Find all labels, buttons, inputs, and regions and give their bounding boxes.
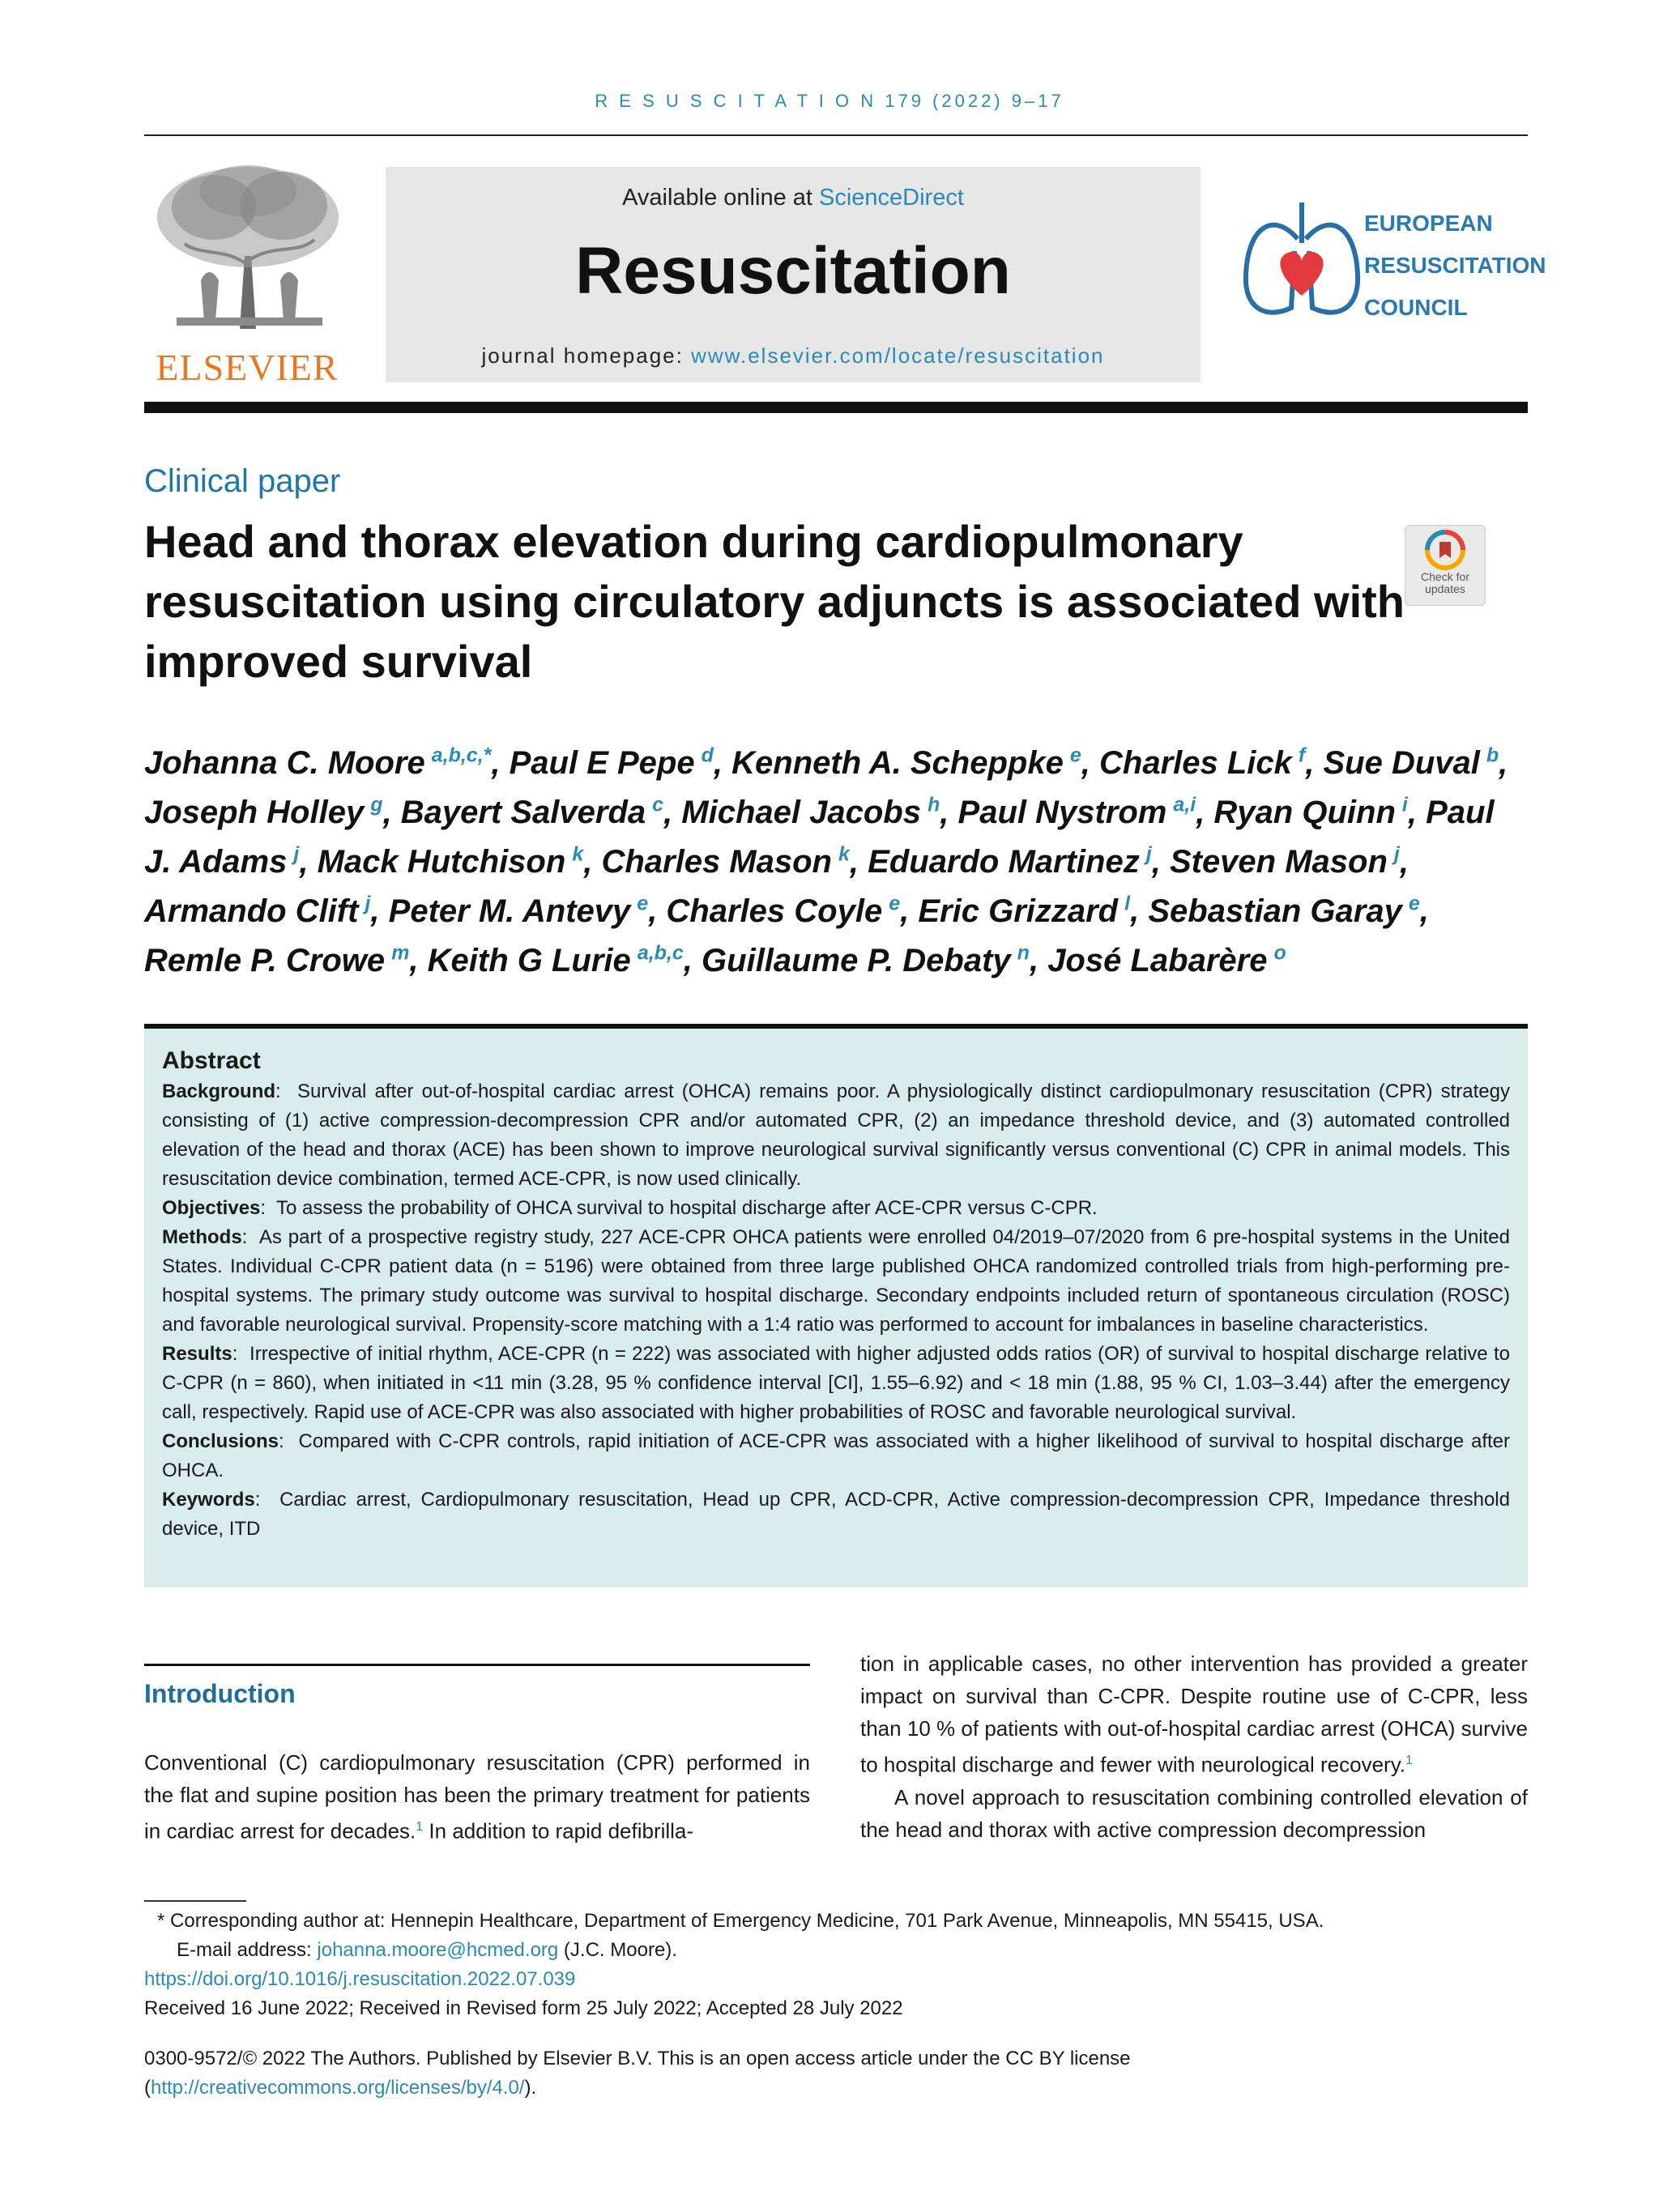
check-updates-icon bbox=[1405, 526, 1485, 571]
author-affiliation[interactable]: f bbox=[1298, 744, 1306, 767]
article-type: Clinical paper bbox=[144, 463, 341, 499]
author bbox=[666, 893, 900, 929]
author-affiliation[interactable]: e bbox=[1069, 744, 1081, 767]
lungs-heart-icon bbox=[1241, 194, 1363, 324]
abstract-text: Survival after out-of-hospital cardiac arrest (OHCA) remains poor. A physiologically distinct cardiopulmonary resuscitation (CPR) strategy consisting of (1) active compression-decompression CPR and/or automated CPR, (2) an impedance threshold device, and (3) automated controlled elevation of the head and thorax (ACE) has been shown to improve neurological survival significantly versus conventional (C) CPR in animal models. This resuscitation device combination, termed ACE-CPR, is now used clinically. bbox=[162, 1080, 1510, 1190]
author bbox=[731, 745, 1081, 781]
abstract-conclusions: Conclusions: Compared with C-CPR controls, rapid initiation of ACE-CPR was associated with a higher likelihood of survival to hospital discharge after OHCA. bbox=[162, 1430, 1510, 1481]
author-affiliation[interactable]: j bbox=[1145, 842, 1152, 866]
author-list: Johanna C. Moore $^{a,b,c,*}$, Paul E Pepe $^d$, Kenneth A. Scheppke $^e$, Charles Lick $^f$, Sue Duval $^b$, Joseph Holley $^g$, Bayert Salverda $^c$, Michael Jacobs $^h$, Paul Nystrom $^{a,i}$, Ryan Quinn $^i$, Paul J. Adams $^j$, Mack Hutchison $^k$, Charles Mason $^k$, Eduardo Martinez $^j$, Steven Mason $^j$, Armando Clift $^j$, Peter M. Antevy $^e$, Charles Coyle $^e$, Eric Grizzard $^l$, Sebastian Garay $^e$, Remle P. Crowe $^m$, Keith G Lurie $^{a,b,c}$, Guillaume P. Debaty $^n$, José Labarère $^o$ bbox=[144, 744, 1508, 978]
abstract-label: Background bbox=[162, 1080, 276, 1102]
author-name: Joseph Holley bbox=[144, 795, 365, 831]
homepage-prefix: journal homepage: bbox=[481, 343, 692, 368]
abstract-results: Results: Irrespective of initial rhythm, ACE-CPR (n = 222) was associated with higher adjusted odds ratios (OR) of survival to hospital discharge relative to C-CPR (n = 860), when initiated in <11 min (3.28, 95 % confidence interval [CI], 1.55–6.92) and < 18 min (1.88, 95 % CI, 1.03–3.44) after the emergency call, respectively. Rapid use of ACE-CPR was also associated with higher probabilities of ROSC and favorable neurological survival. bbox=[162, 1343, 1510, 1423]
author-affiliation[interactable]: o bbox=[1273, 941, 1286, 965]
abstract-text: To assess the probability of OHCA survival to hospital discharge after ACE-CPR versus C-CPR. bbox=[275, 1197, 1098, 1219]
erc-line-2: RESUSCITATION bbox=[1364, 253, 1546, 278]
author bbox=[144, 943, 409, 978]
email-prefix: E-mail address: bbox=[177, 1939, 318, 1961]
sciencedirect-link[interactable]: ScienceDirect bbox=[819, 185, 964, 211]
abstract-objectives: Objectives: To assess the probability of OHCA survival to hospital discharge after ACE-CPR versus C-CPR. bbox=[162, 1197, 1098, 1219]
journal-homepage-line bbox=[386, 343, 1201, 369]
author bbox=[1213, 795, 1407, 830]
author-name: José Labarère bbox=[1047, 942, 1268, 978]
footnotes bbox=[144, 1907, 1528, 2023]
author-name: Sue Duval bbox=[1323, 745, 1480, 782]
introduction-paragraph: A novel approach to resuscitation combining controlled elevation of the head and thorax with active compression decompression bbox=[860, 1784, 1528, 1842]
abstract-keywords: Keywords: Cardiac arrest, Cardiopulmonary resuscitation, Head up CPR, ACD-CPR, Active compression-decompression CPR, Impedance threshold device, ITD bbox=[162, 1489, 1510, 1540]
footnote-rule bbox=[144, 1900, 246, 1902]
check-for-updates-button[interactable] bbox=[1405, 525, 1486, 606]
author bbox=[1148, 893, 1419, 929]
email-suffix: (J.C. Moore). bbox=[558, 1939, 677, 1961]
author-affiliation[interactable]: m bbox=[391, 941, 410, 965]
abstract-text: Compared with C-CPR controls, rapid initiation of ACE-CPR was associated with a higher likelihood of survival to hospital discharge after OHCA. bbox=[162, 1430, 1510, 1481]
author bbox=[958, 795, 1196, 830]
abstract-text: Cardiac arrest, Cardiopulmonary resuscitation, Head up CPR, ACD-CPR, Active compression-decompression CPR, Impedance threshold device, ITD bbox=[162, 1489, 1510, 1540]
author-name: Steven Mason bbox=[1169, 843, 1388, 880]
introduction-heading: Introduction bbox=[144, 1679, 296, 1708]
author bbox=[1323, 745, 1499, 781]
check-updates-label: Check for updates bbox=[1421, 570, 1469, 595]
author-affiliation[interactable]: j bbox=[365, 892, 371, 915]
elsevier-logo bbox=[144, 159, 350, 389]
author bbox=[144, 745, 491, 781]
author-name: Eduardo Martinez bbox=[868, 843, 1140, 880]
reference-link[interactable]: 1 bbox=[1405, 1754, 1413, 1767]
abstract-label: Results bbox=[162, 1343, 232, 1365]
journal-name: Resuscitation bbox=[575, 234, 1011, 308]
european-resuscitation-council-logo bbox=[1241, 194, 1546, 324]
author bbox=[144, 795, 383, 830]
author-name: Keith G Lurie bbox=[427, 942, 631, 978]
author-affiliation[interactable]: i bbox=[1401, 793, 1408, 816]
author bbox=[1047, 943, 1286, 978]
abstract-methods: Methods: As part of a prospective registry study, 227 ACE-CPR OHCA patients were enrolled 04/2019–07/2020 from 6 pre-hospital systems in the United States. Individual C-CPR patient data (n = 5196) were obtained from three large published OHCA randomized controlled trials from high-performing pre-hospital systems. The primary study outcome was survival to hospital discharge. Secondary endpoints included return of spontaneous circulation (ROSC) and favorable neurological survival. Propensity-score matching with a 1:4 ratio was performed to account for imbalances in baseline characteristics. bbox=[162, 1226, 1510, 1336]
author-affiliation[interactable]: e bbox=[889, 892, 901, 915]
available-online-prefix: Available online at bbox=[622, 185, 819, 211]
author-name: Paul J. Adams bbox=[144, 795, 1495, 880]
author-affiliation[interactable]: a,i bbox=[1173, 793, 1196, 816]
email-link[interactable]: johanna.moore@hcmed.org bbox=[317, 1939, 559, 1961]
author-name: Bayert Salverda bbox=[400, 795, 646, 831]
abstract-background: Background: Survival after out-of-hospital cardiac arrest (OHCA) remains poor. A physiologically distinct cardiopulmonary resuscitation (CPR) strategy consisting of (1) active compression-decompression CPR and/or automated CPR, (2) an impedance threshold device, and (3) automated controlled elevation of the head and thorax (ACE) has been shown to improve neurological survival significantly versus conventional (C) CPR in animal models. This resuscitation device combination, termed ACE-CPR, is now used clinically. bbox=[162, 1080, 1510, 1190]
journal-masthead bbox=[386, 167, 1201, 382]
license-text: ). bbox=[524, 2077, 537, 2099]
author-name: Kenneth A. Scheppke bbox=[731, 745, 1064, 782]
author-affiliation[interactable]: e bbox=[637, 892, 649, 915]
author bbox=[510, 745, 714, 781]
author bbox=[389, 893, 649, 929]
author-name: Sebastian Garay bbox=[1148, 893, 1402, 929]
author bbox=[702, 943, 1030, 978]
author bbox=[401, 795, 663, 830]
corresponding-author-note: * Corresponding author at: Hennepin Healthcare, Department of Emergency Medicine, 701 Park Avenue, Minneapolis, MN 55415, USA. bbox=[157, 1910, 1324, 1932]
license-text: 0300-9572/© 2022 The Authors. Published by Elsevier B.V. This is an open access article under the CC BY license ( bbox=[144, 2048, 1131, 2099]
available-online-line bbox=[386, 185, 1201, 211]
author-affiliation[interactable]: j bbox=[1393, 842, 1400, 866]
erc-line-1: EUROPEAN bbox=[1364, 211, 1493, 236]
abstract-box bbox=[144, 1029, 1528, 1588]
author bbox=[144, 893, 370, 929]
doi-link[interactable]: https://doi.org/10.1016/j.resuscitation.2022.07.039 bbox=[144, 1968, 576, 1990]
tree-icon bbox=[144, 159, 350, 337]
abstract-text: Irrespective of initial rhythm, ACE-CPR (n = 222) was associated with higher adjusted odds ratios (OR) of survival to hospital discharge relative to C-CPR (n = 860), when initiated in <11 min (3.28, 95 % confidence interval [CI], 1.55–6.92) and < 18 min (1.88, 95 % CI, 1.03–3.44) after the emergency call, respectively. Rapid use of ACE-CPR was also associated with higher probabilities of ROSC and favorable neurological survival. bbox=[162, 1343, 1510, 1423]
author bbox=[918, 893, 1130, 929]
paragraph-text: Conventional (C) cardiopulmonary resuscitation (CPR) performed in the flat and supine position has been the primary treatment for patients in cardiac arrest for decades. bbox=[144, 1750, 810, 1843]
author-affiliation[interactable]: k bbox=[572, 842, 584, 866]
running-header bbox=[0, 91, 1659, 112]
running-head-citation: 179 (2022) 9–17 bbox=[885, 91, 1064, 111]
author-name: Mack Hutchison bbox=[317, 843, 566, 880]
section-rule bbox=[144, 1664, 810, 1666]
license-statement bbox=[144, 2044, 1528, 2103]
abstract-label: Methods bbox=[162, 1226, 242, 1248]
author-name: Paul Nystrom bbox=[957, 795, 1167, 831]
abstract-label: Conclusions bbox=[162, 1430, 279, 1452]
author bbox=[1099, 745, 1305, 781]
header-rule bbox=[144, 134, 1528, 136]
paragraph-text: In addition to rapid defibrilla- bbox=[423, 1818, 694, 1843]
author-affiliation[interactable]: d bbox=[701, 744, 714, 767]
body-column-left bbox=[144, 1664, 810, 1848]
received-dates: Received 16 June 2022; Received in Revised form 25 July 2022; Accepted 28 July 2022 bbox=[144, 1997, 903, 2019]
author-affiliation[interactable]: g bbox=[370, 793, 383, 816]
abstract-label: Keywords bbox=[162, 1489, 255, 1511]
paragraph-text: tion in applicable cases, no other intervention has provided a greater impact on survival than C-CPR. Despite routine use of C-CPR, less than 10 % of patients with out-of-hospital cardiac arrest (OHCA) survive to hospital discharge and fewer with neurological recovery. bbox=[860, 1652, 1528, 1777]
author-name: Charles Mason bbox=[601, 843, 832, 880]
author-name: Armando Clift bbox=[144, 893, 359, 929]
author bbox=[318, 844, 584, 880]
author-affiliation[interactable]: l bbox=[1124, 892, 1131, 915]
article-title: Head and thorax elevation during cardiopulmonary resuscitation using circulatory adjuncts is associated with improved survival bbox=[144, 516, 1405, 687]
elsevier-wordmark: ELSEVIER bbox=[156, 347, 339, 388]
erc-line-3: COUNCIL bbox=[1364, 295, 1468, 320]
introduction-paragraph bbox=[860, 1647, 1528, 1781]
author-name: Paul E Pepe bbox=[509, 745, 695, 782]
author-affiliation[interactable]: c bbox=[652, 793, 664, 816]
abstract-heading: Abstract bbox=[162, 1047, 261, 1074]
author-name: Charles Lick bbox=[1099, 745, 1292, 782]
author-affiliation[interactable]: h bbox=[928, 793, 940, 816]
author-name: Ryan Quinn bbox=[1213, 795, 1396, 831]
abstract-text: As part of a prospective registry study, 227 ACE-CPR OHCA patients were enrolled 04/2019–07/2020 from 6 pre-hospital systems in the United States. Individual C-CPR patient data (n = 5196) were obtained from three large published OHCA randomized controlled trials from high-performing pre-hospital systems. The primary study outcome was survival to hospital discharge. Secondary endpoints included return of spontaneous circulation (ROSC) and favorable neurological survival. Propensity-score matching with a 1:4 ratio was performed to account for imbalances in baseline characteristics. bbox=[162, 1226, 1510, 1336]
author-name: Remle P. Crowe bbox=[144, 942, 386, 978]
author bbox=[1170, 844, 1400, 880]
email-line bbox=[144, 1936, 1528, 1965]
reference-link[interactable]: 1 bbox=[416, 1820, 424, 1834]
body-column-right bbox=[860, 1647, 1528, 1846]
author bbox=[428, 943, 684, 978]
author-name: Charles Coyle bbox=[666, 893, 883, 929]
masthead-rule bbox=[144, 402, 1528, 413]
author-affiliation[interactable]: e bbox=[1408, 892, 1420, 915]
author bbox=[868, 844, 1152, 880]
author-name: Michael Jacobs bbox=[681, 795, 921, 831]
license-link[interactable]: http://creativecommons.org/licenses/by/4.0/ bbox=[151, 2077, 525, 2099]
author-affiliation[interactable]: a,b,c bbox=[637, 941, 684, 965]
author-affiliation[interactable]: a,b,c,* bbox=[431, 744, 492, 767]
author-affiliation[interactable]: b bbox=[1486, 744, 1499, 767]
author bbox=[601, 844, 849, 880]
abstract-label: Objectives bbox=[162, 1197, 261, 1219]
author-name: Guillaume P. Debaty bbox=[702, 942, 1011, 978]
author-affiliation[interactable]: j bbox=[293, 842, 300, 866]
journal-homepage-link[interactable]: www.elsevier.com/locate/resuscitation bbox=[691, 343, 1105, 368]
introduction-paragraph bbox=[144, 1746, 810, 1848]
author-affiliation[interactable]: n bbox=[1017, 941, 1030, 965]
author-name: Johanna C. Moore bbox=[144, 745, 425, 782]
author-name: Peter M. Antevy bbox=[388, 893, 631, 929]
author-affiliation[interactable]: k bbox=[838, 842, 850, 866]
author-name: Eric Grizzard bbox=[918, 893, 1119, 929]
running-head-journal: R E S U S C I T A T I O N bbox=[595, 91, 877, 111]
author bbox=[681, 795, 940, 830]
